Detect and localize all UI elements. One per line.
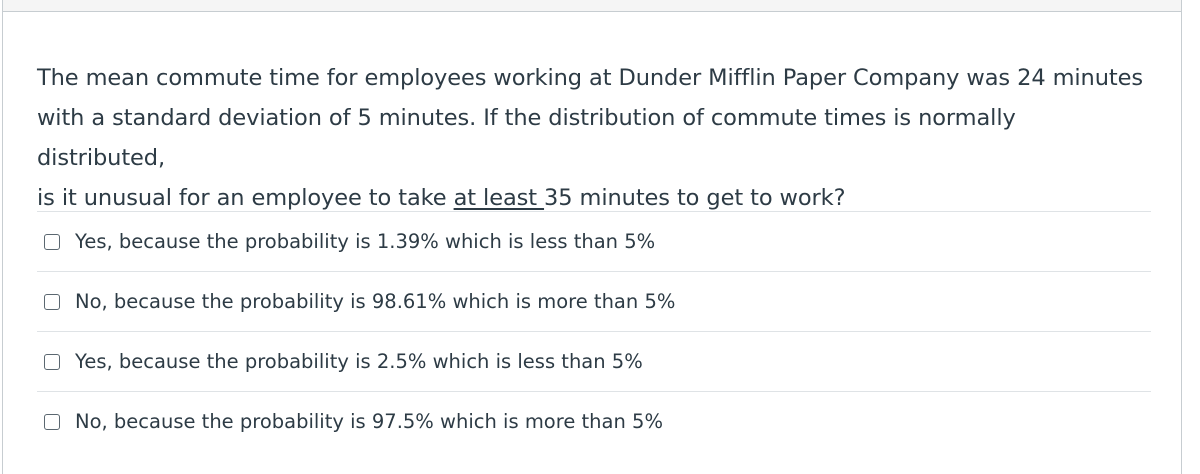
answer-3-checkbox[interactable] <box>44 354 60 370</box>
answer-2-label[interactable]: No, because the probability is 98.61% which is more than 5% <box>75 289 676 313</box>
answer-option-1[interactable] <box>37 211 1151 271</box>
question-header-bar <box>3 0 1181 12</box>
answer-option-3[interactable] <box>37 331 1151 391</box>
answer-option-4[interactable] <box>37 391 1151 451</box>
question-text <box>37 58 1147 218</box>
answer-option-2[interactable] <box>37 271 1151 331</box>
question-line-3-end: 35 minutes to get to work? <box>544 185 846 211</box>
question-line-1: The mean commute time for employees working at Dunder Mifflin Paper Company was 24 minutes <box>37 65 1143 91</box>
quiz-question-card <box>2 0 1182 474</box>
answer-3-label[interactable]: Yes, because the probability is 2.5% which is less than 5% <box>75 349 643 373</box>
question-line-2: with a standard deviation of 5 minutes. If the distribution of commute times is normally distributed, <box>37 105 1016 171</box>
answer-list <box>37 211 1151 451</box>
question-line-3-start: is it unusual for an employee to take <box>37 185 454 211</box>
answer-4-checkbox[interactable] <box>44 414 60 430</box>
answer-1-checkbox[interactable] <box>44 234 60 250</box>
answer-1-label[interactable]: Yes, because the probability is 1.39% which is less than 5% <box>75 229 656 253</box>
answer-2-checkbox[interactable] <box>44 294 60 310</box>
answer-4-label[interactable]: No, because the probability is 97.5% which is more than 5% <box>75 409 663 433</box>
question-emphasis-at-least: at least <box>453 185 545 211</box>
